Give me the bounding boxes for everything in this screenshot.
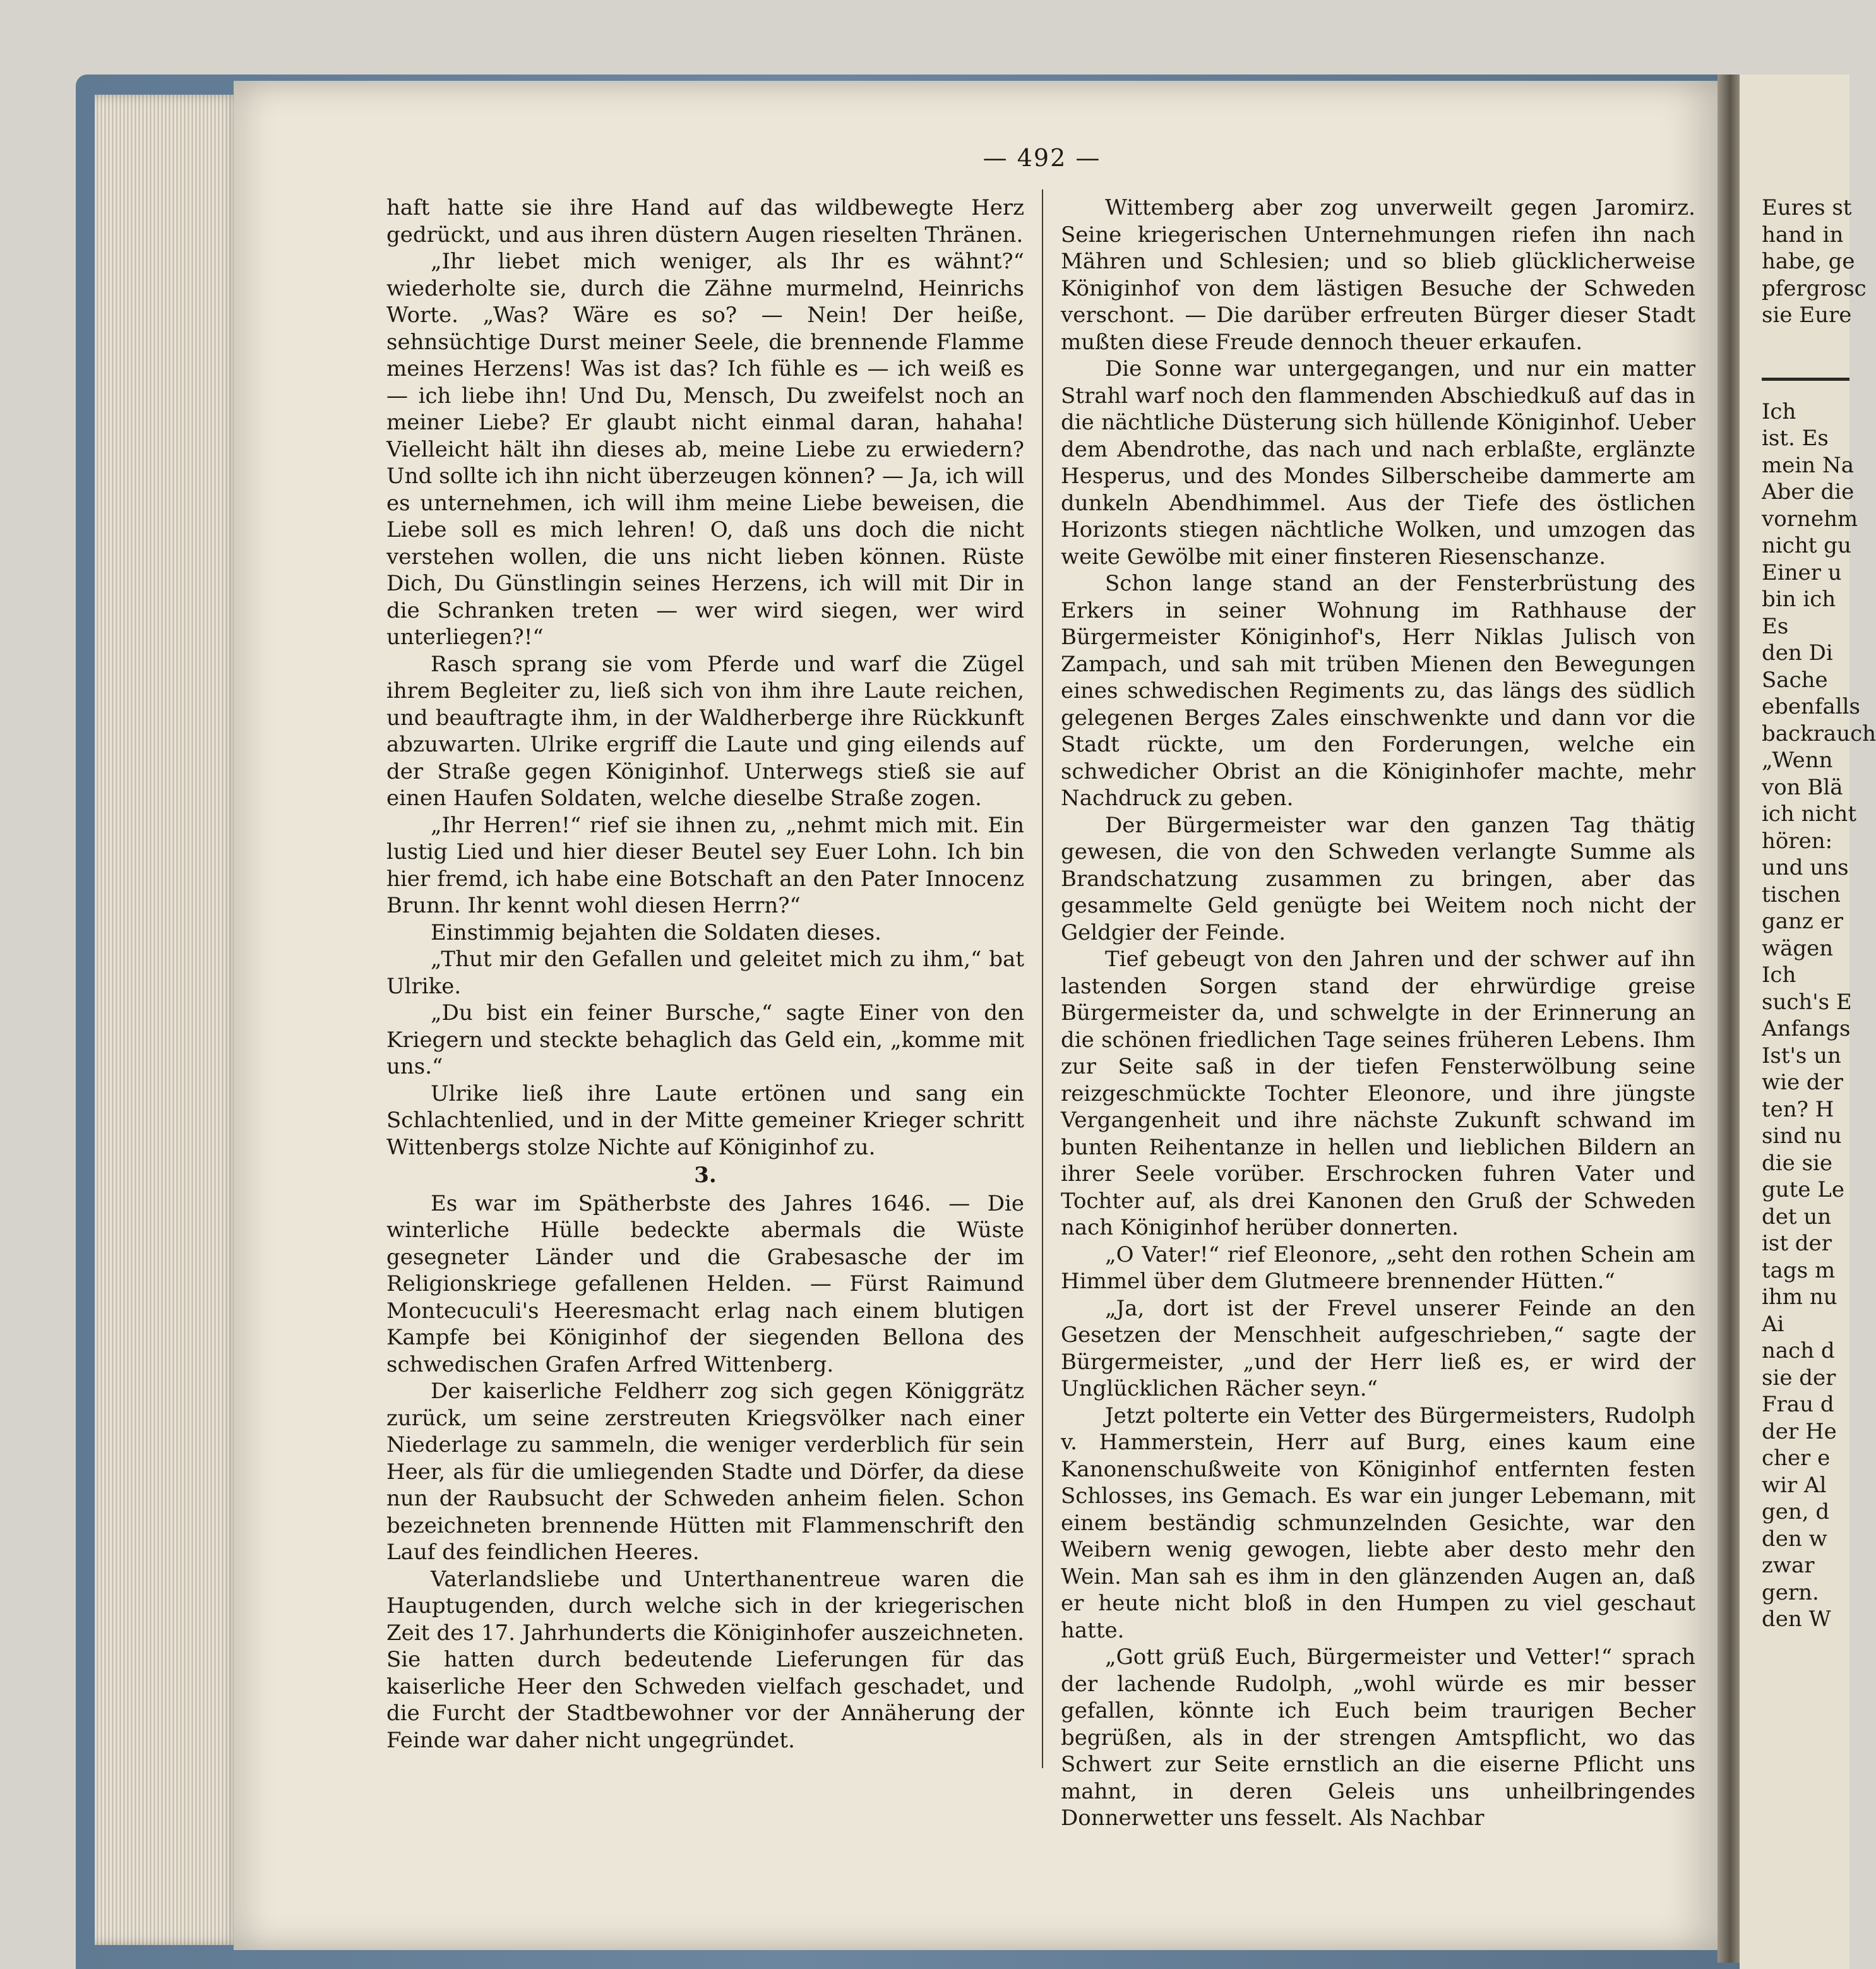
fragment-line: Ich [1762, 398, 1796, 424]
fragment-line: nicht gu [1762, 533, 1851, 558]
paragraph: „O Vater!“ rief Eleonore, „seht den rothen Schein am Himmel über dem Glutmeere brennender Hütten.“ [1061, 1242, 1695, 1294]
fragment-line: und uns [1762, 855, 1849, 880]
fragment-line: backrauch [1762, 721, 1876, 746]
fragment-line: Anfangs [1762, 1016, 1851, 1041]
fragment-line: Frau d [1762, 1392, 1834, 1417]
fragment-line: Ai [1762, 1311, 1784, 1337]
fragment-line: tags m [1762, 1257, 1836, 1283]
column-rule [1042, 189, 1043, 1768]
fragment-line: ihm nu [1762, 1284, 1837, 1310]
fragment-line: ebenfalls [1762, 694, 1860, 719]
fragment-line: sind nu [1762, 1123, 1842, 1149]
fragment-line: ist. Es [1762, 426, 1829, 451]
fragment-line: mein Na [1762, 452, 1854, 478]
paragraph: Es war im Spätherbste des Jahres 1646. — Die winterliche Hülle bedeckte abermals die Wüste gesegneter Länder und die Grabesasche der im Religionskriege gefallenen Helden. — Fürst Raimund Montecuculi's Heeresmacht erlag nach einem blutigen Kampfe bei Königinhof der siegenden Bellona des schwedischen Grafen Arfred Wittenberg. [386, 1190, 1024, 1377]
paragraph: Die Sonne war untergegangen, und nur ein matter Strahl warf noch den flammenden Abschiedkuß auf das in die nächtliche Düsterung sich hüllende Königinhof. Ueber dem Abendrothe, das nach und nach erblaßte, erglänzte Hesperus, und des Mondes Silberscheibe dammerte am dunkeln Abendhimmel. Aus der Tiefe des östlichen Horizonts stiegen nächtliche Wolken, und umzogen das weite Gewölbe mit einer finsteren Riesenschanze. [1061, 356, 1695, 570]
paragraph: Der Bürgermeister war den ganzen Tag thätig gewesen, die von den Schweden verlangte Summe als Brandschatzung zusammen zu bringen, aber das gesammelte Geld genügte bei Weitem noch nicht der Geldgier der Feinde. [1061, 812, 1695, 945]
fragment-line: Sache [1762, 667, 1828, 693]
fragment-line: pfergrosc [1762, 275, 1867, 301]
fragment-line: wie der [1762, 1070, 1844, 1095]
fragment-line: vornehm [1762, 506, 1858, 532]
fragment-line: sie der [1762, 1365, 1836, 1391]
fragment-line: Ist's un [1762, 1043, 1841, 1068]
fragment-line: wägen [1762, 935, 1834, 961]
fragment-line: den W [1762, 1607, 1831, 1632]
fragment-line: such's E [1762, 989, 1852, 1015]
paragraph: haft hatte sie ihre Hand auf das wildbewegte Herz gedrückt, und aus ihren düstern Augen rieselten Thränen. [386, 195, 1024, 248]
paragraph: Rasch sprang sie vom Pferde und warf die Zügel ihrem Begleiter zu, ließ sich von ihm ihre Laute reichen, und beauftragte ihm, in der Waldherberge ihre Rückkunft abzuwarten. Ulrike ergriff die Laute und ging eilends auf der Straße gegen Königinhof. Unterwegs stieß sie auf einen Haufen Soldaten, welche dieselbe Straße zogen. [386, 651, 1024, 811]
fragment-line: zwar [1762, 1553, 1815, 1578]
fragment-line: Ich [1762, 962, 1796, 988]
right-column [1061, 195, 1695, 1832]
fragment-line: ist der [1762, 1231, 1832, 1256]
fragment-line: sie Eure [1762, 302, 1852, 328]
fragment-line: der He [1762, 1418, 1837, 1444]
fragment-line: Einer u [1762, 560, 1842, 585]
paragraph: Jetzt polterte ein Vetter des Bürgermeisters, Rudolph v. Hammerstein, Herr auf Burg, eines kaum eine Kanonenschußweite von Königinhof entfernten festen Schlosses, ins Gemach. Es war ein junger Lebemann, mit einem beständig schmunzelnden Gesichte, war den Weibern wenig gewogen, liebte aber desto mehr den Wein. Man sah es ihm in den glänzenden Augen an, daß er heute nicht bloß in den Humpen zu viel geschaut hatte. [1061, 1403, 1695, 1643]
paragraph: „Ihr liebet mich weniger, als Ihr es wähnt?“ wiederholte sie, durch die Zähne murmelnd, Heinrichs Worte. „Was? Wäre es so? — Nein! Der heiße, sehnsüchtige Durst meiner Seele, die brennende Flamme meines Herzens! Was ist das? Ich fühle es — ich weiß es — ich liebe ihn! Und Du, Mensch, Du zweifelst noch an meiner Liebe? Er glaubt nicht einmal daran, hahaha! Vielleicht hält ihn dieses ab, meine Liebe zu erwiedern? Und sollte ich ihn nicht überzeugen können? — Ja, ich will es unternehmen, ich will ihm meine Liebe beweisen, die Liebe soll es mich lehren! O, daß uns doch die nicht verstehen wollen, die uns nicht lieben können. Rüste Dich, Du Günstlingin seines Herzens, ich will mit Dir in die Schranken treten — wer wird siegen, wer wird unterliegen?!“ [386, 249, 1024, 650]
fragment-line: hand in [1762, 222, 1844, 248]
spacer [1762, 329, 1849, 398]
fragment-line: Aber die [1762, 479, 1855, 505]
paragraph: Wittemberg aber zog unverweilt gegen Jaromirz. Seine kriegerischen Unternehmungen riefen ihn nach Mähren und Schlesien; und so blieb glücklicherweise Königinhof von dem lästigen Besuche der Schweden verschont. — Die darüber erfreuten Bürger dieser Stadt mußten diese Freude dennoch theuer erkaufen. [1061, 195, 1695, 355]
paragraph: Vaterlandsliebe und Unterthanentreue waren die Hauptugenden, durch welche sich in der kriegerischen Zeit des 17. Jahrhunderts die Königinhofer auszeichneten. Sie hatten durch bedeutende Lieferungen für das kaiserliche Heer den Schweden vielfach geschadet, und die Furcht der Stadtbewohner vor der Annäherung der Feinde war daher nicht ungegründet. [386, 1566, 1024, 1753]
fragment-line: die sie [1762, 1150, 1833, 1176]
fragment-line: Es [1762, 613, 1789, 639]
paragraph: Tief gebeugt von den Jahren und der schwer auf ihn lastenden Sorgen stand der ehrwürdige greise Bürgermeister da, und schwelgte in der Erinnerung an die schönen friedlichen Tage seines früheren Lebens. Ihm zur Seite saß in der tiefen Fensterwölbung seine reizgeschmückte Tochter Eleonore, und ihre jüngste Vergangenheit und ihre nächste Zukunft schwand im bunten Reihentanze in hellen und lieblichen Bildern an ihrer Seele vorüber. Erschrocken fuhren Vater und Tochter auf, als drei Kanonen den Gruß der Schweden nach Königinhof herüber donnerten. [1061, 947, 1695, 1240]
paragraph: „Du bist ein feiner Bursche,“ sagte Einer von den Kriegern und steckte behaglich das Geld ein, „komme mit uns.“ [386, 1000, 1024, 1079]
paragraph: Der kaiserliche Feldherr zog sich gegen Königgrätz zurück, um seine zerstreuten Kriegsvölker nach einer Niederlage zu sammeln, die weniger verderblich für sein Heer, als für die umliegenden Stadte und Dörfer, da diese nun der Raubsucht der Schweden anheim fielen. Schon bezeichneten brennende Hütten mit Flammenschrift den Lauf des feindlichen Heeres. [386, 1379, 1024, 1565]
fragment-line: gute Le [1762, 1177, 1844, 1202]
paragraph: „Thut mir den Gefallen und geleitet mich zu ihm,“ bat Ulrike. [386, 947, 1024, 999]
fragment-line: ich nicht [1762, 801, 1856, 827]
fragment-line: cher e [1762, 1445, 1831, 1471]
fragment-line: tischen [1762, 882, 1841, 907]
fragment-line: bin ich [1762, 587, 1836, 612]
fragment-line: den Di [1762, 640, 1833, 666]
next-page-column [1762, 195, 1876, 1633]
paragraph: „Gott grüß Euch, Bürgermeister und Vetter!“ sprach der lachende Rudolph, „wohl würde es mir besser gefallen, könnte ich Euch beim traurigen Becher begrüßen, als in der strengen Amtspflicht, wo das Schwert zur Seite ernstlich an die eiserne Pflicht uns mahnt, in deren Geleis uns unheilbringendes Donnerwetter uns fesselt. Als Nachbar [1061, 1644, 1695, 1831]
fragment-line: hören: [1762, 828, 1833, 854]
fragment-line: wir Al [1762, 1472, 1827, 1498]
fragment-line: Eures st [1762, 195, 1852, 220]
fragment-line: det un [1762, 1204, 1832, 1230]
fragment-line: von Blä [1762, 774, 1843, 800]
page-edges [95, 95, 240, 1945]
paragraph: Einstimmig bejahten die Soldaten dieses. [431, 919, 881, 945]
fragment-line: nach d [1762, 1338, 1835, 1363]
left-column [386, 195, 1024, 1754]
fragment-line: ten? H [1762, 1096, 1834, 1122]
paragraph: „Ja, dort ist der Frevel unserer Feinde an den Gesetzen der Menschheit aufgeschrieben,“ sagte der Bürgermeister, „und der Herr ließ es, er wird der Unglücklichen Rächer seyn.“ [1061, 1295, 1695, 1401]
fragment-line: habe, ge [1762, 249, 1855, 274]
fragment-line: gern. [1762, 1579, 1819, 1605]
fragment-line: „Wenn [1762, 748, 1833, 773]
next-page-rule [1762, 378, 1849, 381]
paragraph: Schon lange stand an der Fensterbrüstung des Erkers in seiner Wohnung im Rathhause der Bürgermeister Königinhof's, Herr Niklas Julisch von Zampach, und sah mit trüben Mienen den Bewegungen eines schwedischen Regiments zu, das längs des südlich gelegenen Berges Zales einschwenkte und dann vor die Stadt rückte, um den Forderungen, welche ein schwedicher Obrist an die Königinhofer machte, mehr Nachdruck zu geben. [1061, 571, 1695, 811]
page-number: — 492 — [983, 144, 1101, 172]
chapter-heading: 3. [694, 1163, 717, 1188]
fragment-line: ganz er [1762, 909, 1844, 934]
fragment-line: gen, d [1762, 1499, 1830, 1524]
fragment-line: den w [1762, 1526, 1827, 1552]
book-gutter [1718, 75, 1743, 1963]
paragraph: Ulrike ließ ihre Laute ertönen und sang ein Schlachtenlied, und in der Mitte gemeiner Krieger schritt Wittenbergs stolze Nichte auf Königinhof zu. [386, 1080, 1024, 1160]
paragraph: „Ihr Herren!“ rief sie ihnen zu, „nehmt mich mit. Ein lustig Lied und hier dieser Beutel sey Euer Lohn. Ich bin hier fremd, ich habe eine Botschaft an den Pater Innocenz Brunn. Ihr kennt wohl diesen Herrn?“ [386, 812, 1024, 918]
